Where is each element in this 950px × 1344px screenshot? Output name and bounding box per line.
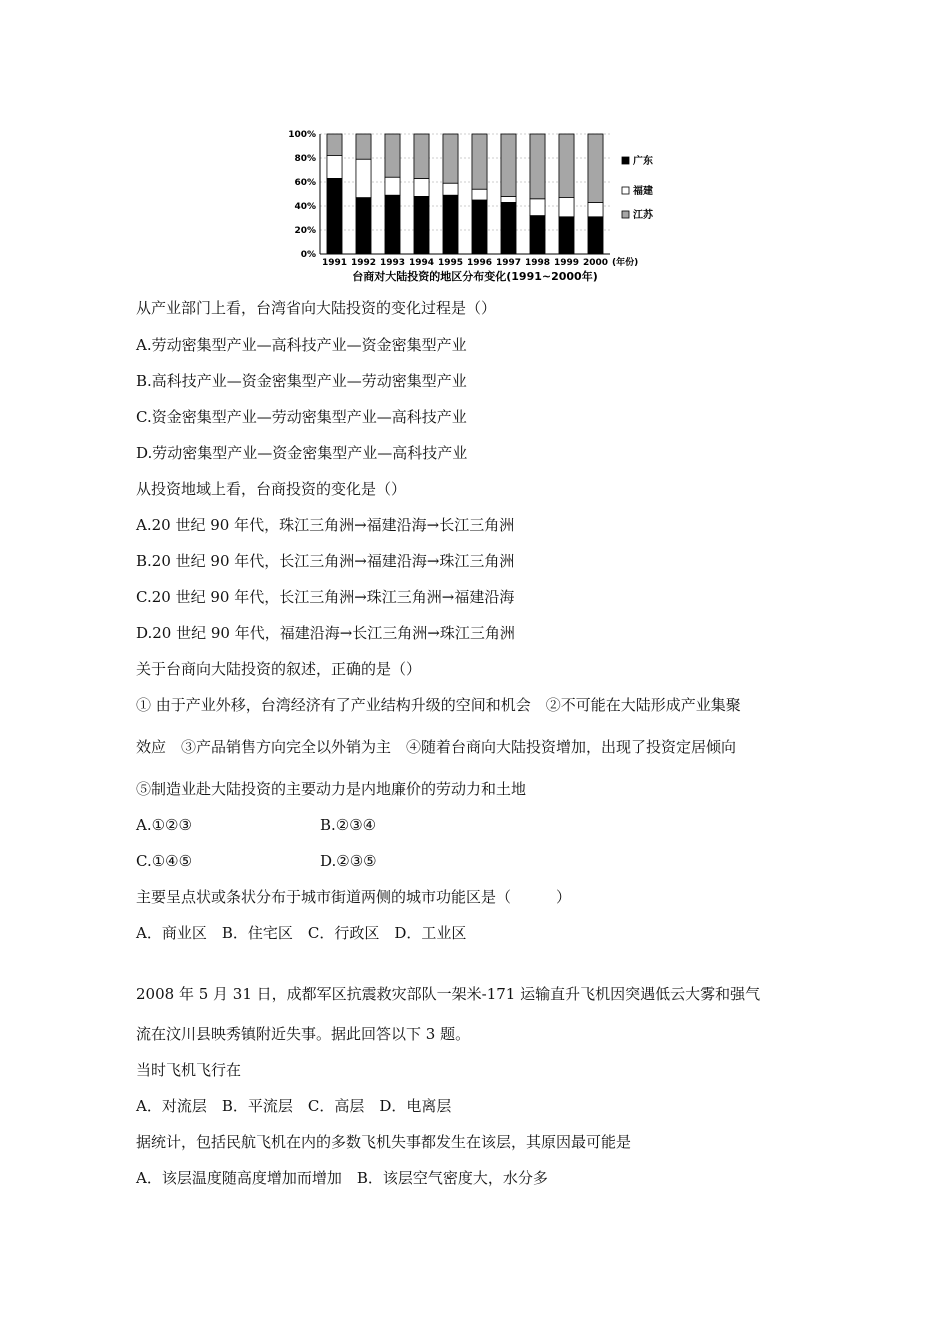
q3-stem: 关于台商向大陆投资的叙述，正确的是（） xyxy=(136,660,422,678)
q3-statement-1: ① 由于产业外移，台湾经济有了产业结构升级的空间和机会 ②不可能在大陆形成产业集聚 xyxy=(136,696,741,714)
y-tick-label: 20% xyxy=(294,226,316,236)
chart-title: 台商对大陆投资的地区分布变化(1991~2000年) xyxy=(352,270,598,283)
q1-option-d: D.劳动密集型产业—资金密集型产业—高科技产业 xyxy=(136,444,468,462)
x-tick-label: 1992 xyxy=(350,258,377,268)
q1-option-c: C.资金密集型产业—劳动密集型产业—高科技产业 xyxy=(136,408,467,426)
q5-options: A．对流层 B．平流层 C．高层 D．电离层 xyxy=(136,1097,452,1115)
q3-option-c: C.①④⑤ xyxy=(136,852,193,870)
legend-swatch xyxy=(622,211,629,218)
bar-segment xyxy=(530,199,545,216)
stacked-bar-chart xyxy=(280,124,660,294)
bar-segment xyxy=(356,198,371,254)
q2-option-d: D.20 世纪 90 年代，福建沿海→长江三角洲→珠江三角洲 xyxy=(136,624,515,642)
x-tick-label: 1997 xyxy=(495,258,522,268)
bar-segment xyxy=(327,156,342,179)
bar-segment xyxy=(559,134,574,198)
y-tick-label: 40% xyxy=(294,202,316,212)
q3-option-b: B.②③④ xyxy=(320,816,377,834)
bar-segment xyxy=(356,159,371,197)
y-tick-label: 0% xyxy=(300,250,316,260)
q3-statement-3: ⑤制造业赴大陆投资的主要动力是内地廉价的劳动力和土地 xyxy=(136,780,527,798)
bar-segment xyxy=(414,196,429,254)
bar-segment xyxy=(443,134,458,183)
bar-segment xyxy=(385,177,400,195)
y-tick-label: 80% xyxy=(294,154,316,164)
bar-segment xyxy=(472,200,487,254)
bar-segment xyxy=(530,216,545,254)
legend-label: 福建 xyxy=(633,186,653,197)
q1-stem: 从产业部门上看，台湾省向大陆投资的变化过程是（） xyxy=(136,299,497,317)
q6-stem: 据统计，包括民航飞机在内的多数飞机失事都发生在该层，其原因最可能是 xyxy=(136,1133,632,1151)
bar-segment xyxy=(588,202,603,216)
bar-segment xyxy=(385,195,400,254)
x-tick-label: 1996 xyxy=(466,258,493,268)
q3-option-d: D.②③⑤ xyxy=(320,852,377,870)
q4-stem: 主要呈点状或条状分布于城市街道两侧的城市功能区是（ ） xyxy=(136,888,572,906)
x-tick-label: 1991 xyxy=(321,258,348,268)
bar-segment xyxy=(327,134,342,156)
bar-segment xyxy=(472,189,487,200)
y-tick-label: 100% xyxy=(288,130,316,140)
x-tick-label: 1998 xyxy=(524,258,551,268)
x-tick-label: 1995 xyxy=(437,258,464,268)
bar-segment xyxy=(443,195,458,254)
x-tick-label: 1994 xyxy=(408,258,435,268)
legend-swatch xyxy=(622,157,629,164)
bar-segment xyxy=(559,217,574,254)
q3-statement-2: 效应 ③产品销售方向完全以外销为主 ④随着台商向大陆投资增加，出现了投资定居倾向 xyxy=(136,738,737,756)
bar-segment xyxy=(356,134,371,159)
passage-line-2: 流在汶川县映秀镇附近失事。据此回答以下 3 题。 xyxy=(136,1025,471,1043)
chart-svg xyxy=(280,124,660,294)
bar-segment xyxy=(559,198,574,217)
q3-options-row-1 xyxy=(136,815,377,835)
bar-segment xyxy=(588,134,603,202)
x-tick-label: 1993 xyxy=(379,258,406,268)
q2-option-a: A.20 世纪 90 年代，珠江三角洲→福建沿海→长江三角洲 xyxy=(136,516,515,534)
legend-swatch xyxy=(622,187,629,194)
q1-option-b: B.高科技产业—资金密集型产业—劳动密集型产业 xyxy=(136,372,467,390)
bar-segment xyxy=(414,178,429,196)
bar-segment xyxy=(385,134,400,177)
bar-segment xyxy=(501,196,516,202)
q2-option-b: B.20 世纪 90 年代，长江三角洲→福建沿海→珠江三角洲 xyxy=(136,552,515,570)
x-tick-label: 1999 xyxy=(553,258,580,268)
y-tick-label: 60% xyxy=(294,178,316,188)
q1-option-a: A.劳动密集型产业—高科技产业—资金密集型产业 xyxy=(136,336,467,354)
bar-segment xyxy=(414,134,429,178)
legend-label: 江苏 xyxy=(633,210,653,221)
q5-stem: 当时飞机飞行在 xyxy=(136,1061,242,1079)
passage-line-1: 2008 年 5 月 31 日，成都军区抗震救灾部队一架米-171 运输直升飞机因突遇低云大雾和强气 xyxy=(136,985,761,1003)
bar-segment xyxy=(443,183,458,195)
q4-options: A．商业区 B．住宅区 C．行政区 D．工业区 xyxy=(136,924,467,942)
x-axis-label: (年份) xyxy=(612,258,639,268)
bar-segment xyxy=(472,134,487,189)
q2-stem: 从投资地域上看，台商投资的变化是（） xyxy=(136,480,407,498)
bar-segment xyxy=(501,202,516,254)
q2-option-c: C.20 世纪 90 年代，长江三角洲→珠江三角洲→福建沿海 xyxy=(136,588,515,606)
bar-segment xyxy=(588,217,603,254)
legend-label: 广东 xyxy=(633,156,653,167)
bar-segment xyxy=(530,134,545,199)
q3-options-row-2 xyxy=(136,851,377,871)
bar-segment xyxy=(327,178,342,254)
q6-options: A．该层温度随高度增加而增加 B．该层空气密度大，水分多 xyxy=(136,1169,548,1187)
x-tick-label: 2000 xyxy=(582,258,609,268)
bar-segment xyxy=(501,134,516,196)
q3-option-a: A.①②③ xyxy=(136,816,192,834)
